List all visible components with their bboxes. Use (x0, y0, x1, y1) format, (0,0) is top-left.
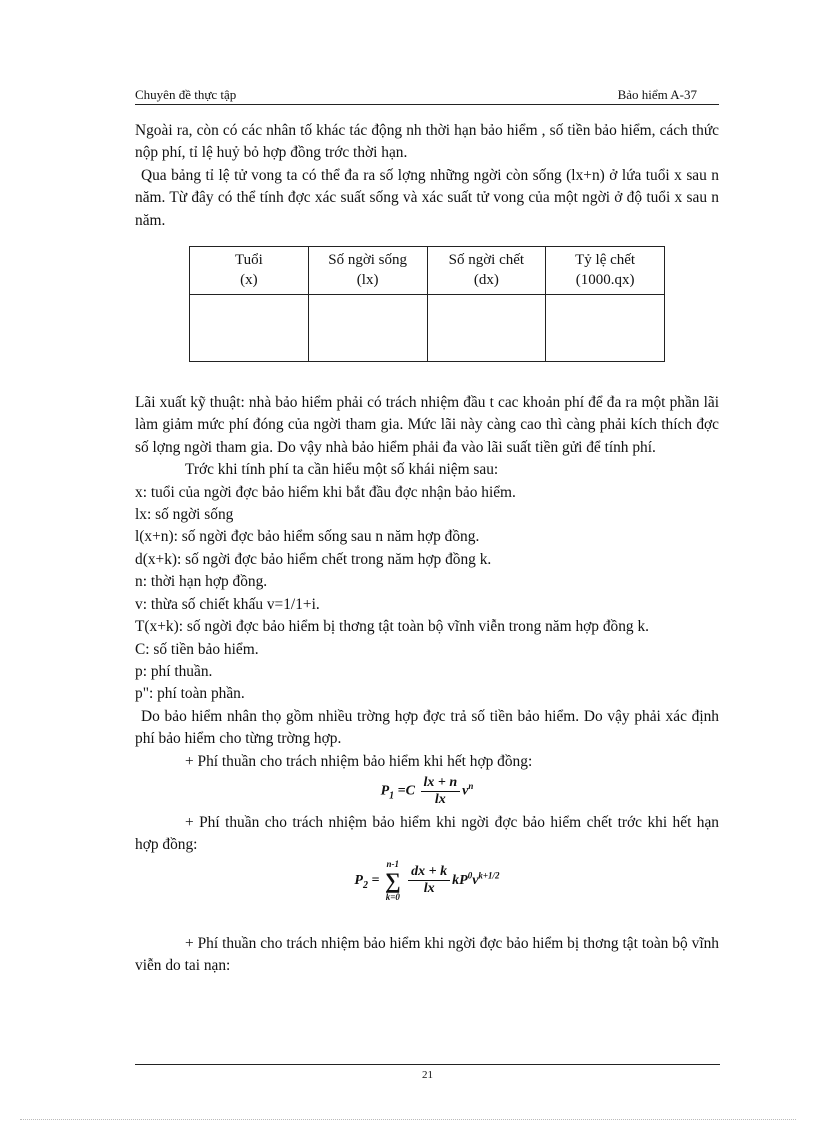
definition-item: v: thừa số chiết khấu v=1/1+i. (135, 595, 320, 613)
table-header-rate: Tỷ lệ chết (1000.qx) (546, 247, 665, 295)
table-cell (427, 295, 546, 362)
header-right: Bảo hiểm A-37 (617, 87, 697, 102)
paragraph: Trớc khi tính phí ta cần hiểu một số khái niệm sau: (185, 461, 499, 479)
table-cell (308, 295, 427, 362)
paragraph: Lãi xuất kỹ thuật: nhà bảo hiểm phải có trách nhiệm đầu t cac khoản phí để đa ra một phần lãi làm giảm mức phí đóng của ngời tham gia. Mức lãi này càng cao thì càng phải kích thích đợc số lợng ngời tham gia. Do vậy nhà bảo hiểm phải đa vào lãi suất tiền gửi để tính phí. (135, 394, 719, 456)
definition-item: lx: số ngời sống (135, 506, 234, 524)
table-header-age: Tuổi (x) (190, 247, 309, 295)
formula-p2: $P_2$ = n-1 ∑ k=0 $\frac{dx + k}{lx}$ $kP^0v^{k+1/2}$ (354, 858, 500, 902)
definition-item: C: số tiền bảo hiểm. (135, 640, 259, 658)
table-cell (190, 295, 309, 362)
table-header-dead: Số ngời chết (dx) (427, 247, 546, 295)
definition-item: x: tuổi của ngời đợc bảo hiểm khi bắt đầu đợc nhận bảo hiểm. (135, 483, 516, 501)
table-row (190, 295, 665, 362)
life-table (189, 246, 665, 362)
paragraph: + Phí thuần cho trách nhiệm bảo hiểm khi hết hợp đồng: (185, 752, 533, 770)
definition-item: d(x+k): số ngời đợc bảo hiểm chết trong năm hợp đồng k. (135, 550, 492, 568)
definition-item: T(x+k): số ngời đợc bảo hiểm bị thơng tật toàn bộ vĩnh viễn trong năm hợp đồng k. (135, 618, 650, 636)
definition-item: n: thời hạn hợp đồng. (135, 573, 268, 591)
page-number: 21 (422, 1069, 433, 1081)
paragraph: + Phí thuần cho trách nhiệm bảo hiểm khi ngời đợc bảo hiểm chết trớc khi hết hạn hợp đồng: (135, 813, 719, 854)
definition-item: p: phí thuần. (135, 662, 213, 680)
paragraph: + Phí thuần cho trách nhiệm bảo hiểm khi ngời đợc bảo hiểm bị thơng tật toàn bộ vĩnh viễn do tai nạn: (135, 934, 719, 975)
document-body (135, 120, 719, 978)
paragraph: Do bảo hiểm nhân thọ gồm nhiều trờng hợp đợc trả số tiền bảo hiểm. Do vậy phải xác định phí bảo hiểm cho từng trờng hợp. (135, 707, 719, 748)
paragraph: Qua bảng tỉ lệ tử vong ta có thể đa ra số lợng những ngời còn sống (lx+n) ở lứa tuổi x sau n năm. Từ đây có thể tính đợc xác suất sống và xác suất tử vong của một ngời ở độ tuổi x sau n năm. (135, 166, 719, 229)
formula-p1: $P_1 =C$ $\frac{lx + n}{lx}$ $v^n$ (380, 774, 474, 807)
bottom-dotted-line (20, 1119, 796, 1120)
page-header (135, 86, 719, 105)
table-header-alive: Số ngời sống (lx) (308, 247, 427, 295)
table-cell (546, 295, 665, 362)
definition-item: p": phí toàn phần. (135, 685, 245, 703)
definition-item: l(x+n): số ngời đợc bảo hiểm sống sau n năm hợp đồng. (135, 528, 480, 546)
header-left: Chuyên đề thực tập (135, 87, 237, 102)
paragraph: Ngoài ra, còn có các nhân tố khác tác động nh thời hạn bảo hiểm , số tiền bảo hiểm, cách thức nộp phí, tỉ lệ huỷ bỏ hợp đồng trớc thời hạn. (135, 122, 719, 162)
page-footer (135, 1064, 720, 1081)
